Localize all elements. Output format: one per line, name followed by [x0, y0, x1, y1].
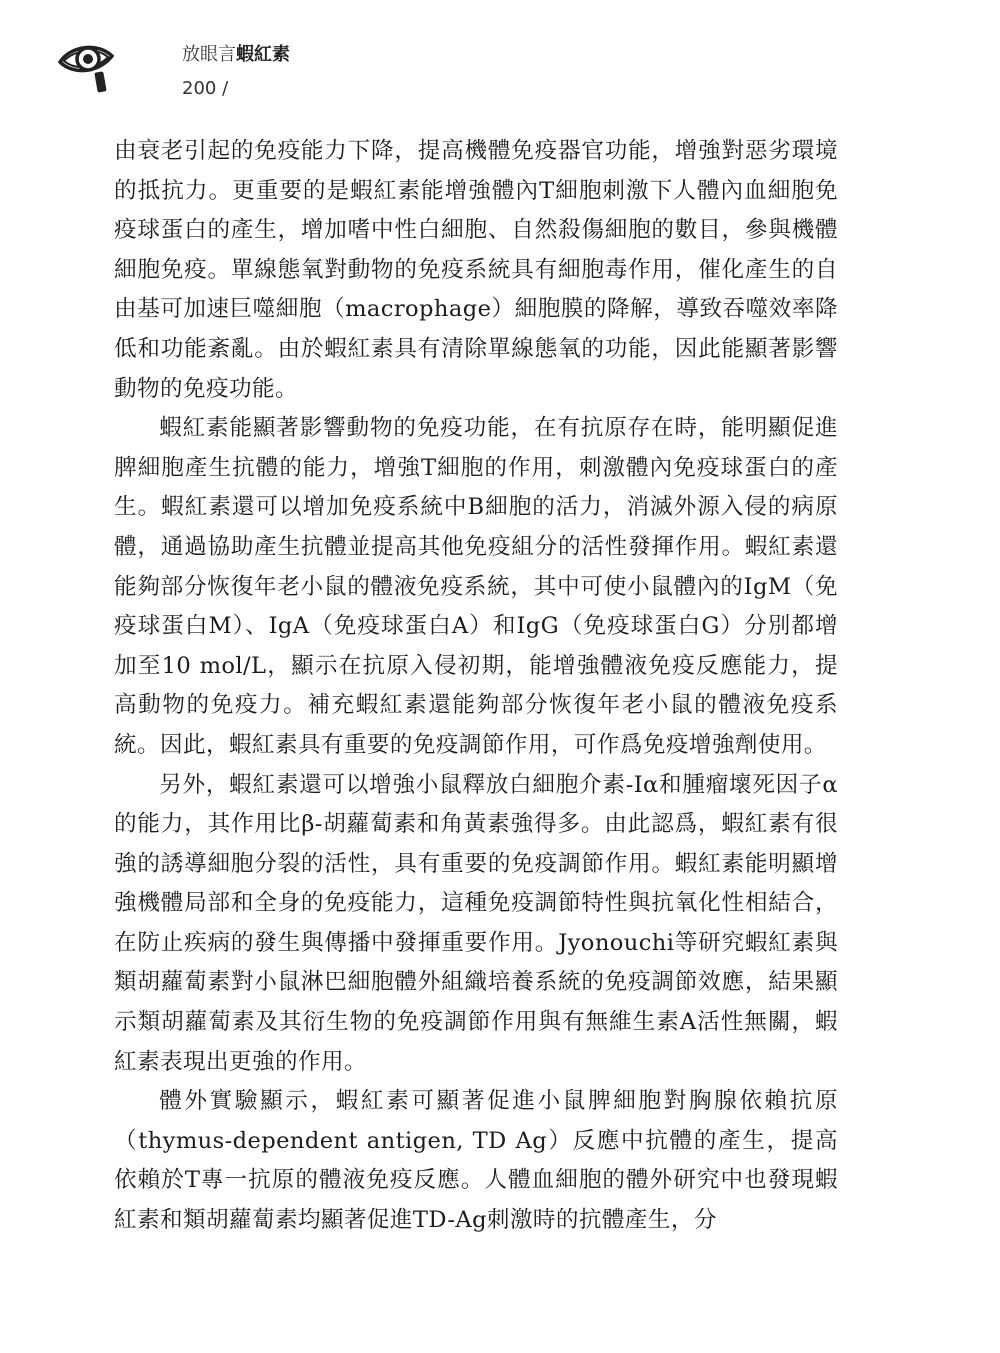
page-header: [56, 34, 456, 104]
paragraph-2: 蝦紅素能顯著影響動物的免疫功能，在有抗原存在時，能明顯促進脾細胞產生抗體的能力，增強T細胞的作用，刺激體內免疫球蛋白的產生。蝦紅素還可以增加免疫系統中B細胞的活力，消滅外源入侵的病原體，通過協助產生抗體並提高其他免疫組分的活性發揮作用。蝦紅素還能夠部分恢復年老小鼠的體液免疫系統，其中可使小鼠體內的IgM（免疫球蛋白M）、IgA（免疫球蛋白A）和IgG（免疫球蛋白G）分別都增加至10 mol/L，顯示在抗原入侵初期，能增強體液免疫反應能力，提高動物的免疫力。補充蝦紅素還能夠部分恢復年老小鼠的體液免疫系統。因此，蝦紅素具有重要的免疫調節作用，可作爲免疫增強劑使用。: [114, 415, 838, 758]
eye-magnifier-icon: [56, 34, 122, 96]
header-title-strong: 蝦紅素: [236, 44, 290, 65]
paragraph-3: 另外，蝦紅素還可以增強小鼠釋放白細胞介素-Iα和腫瘤壞死因子α的能力，其作用比β-胡蘿蔔素和角黃素強得多。由此認爲，蝦紅素有很強的誘導細胞分裂的活性，具有重要的免疫調節作用。蝦紅素能明顯增強機體局部和全身的免疫能力，這種免疫調節特性與抗氧化性相結合，在防止疾病的發生與傳播中發揮重要作用。Jyonouchi等研究蝦紅素與類胡蘿蔔素對小鼠淋巴細胞體外組織培養系統的免疫調節效應，結果顯示類胡蘿蔔素及其衍生物的免疫調節作用與有無維生素A活性無關，蝦紅素表現出更強的作用。: [114, 771, 838, 1075]
paragraph-1: 由衰老引起的免疫能力下降，提高機體免疫器官功能，增強對惡劣環境的抵抗力。更重要的是蝦紅素能增強體內T細胞刺激下人體內血細胞免疫球蛋白的產生，增加嗜中性白細胞、自然殺傷細胞的數目，參與機體細胞免疫。單線態氧對動物的免疫系統具有細胞毒作用，催化產生的自由基可加速巨噬細胞（macrophage）細胞膜的降解，導致吞噬效率降低和功能紊亂。由於蝦紅素具有清除單線態氧的功能，因此能顯著影響動物的免疫功能。: [114, 138, 838, 402]
body-text: [114, 132, 838, 1241]
paragraph-4: 體外實驗顯示，蝦紅素可顯著促進小鼠脾細胞對胸腺依賴抗原（thymus-dependent antigen, TD Ag）反應中抗體的產生，提高依賴於T專一抗原的體液免疫反應。人體血細胞的體外研究中也發現蝦紅素和類胡蘿蔔素均顯著促進TD-Ag刺激時的抗體產生，分: [114, 1088, 838, 1234]
page-number: 200 /: [182, 78, 229, 99]
header-title-prefix: 放眼言: [182, 44, 236, 65]
header-title: [182, 40, 290, 66]
